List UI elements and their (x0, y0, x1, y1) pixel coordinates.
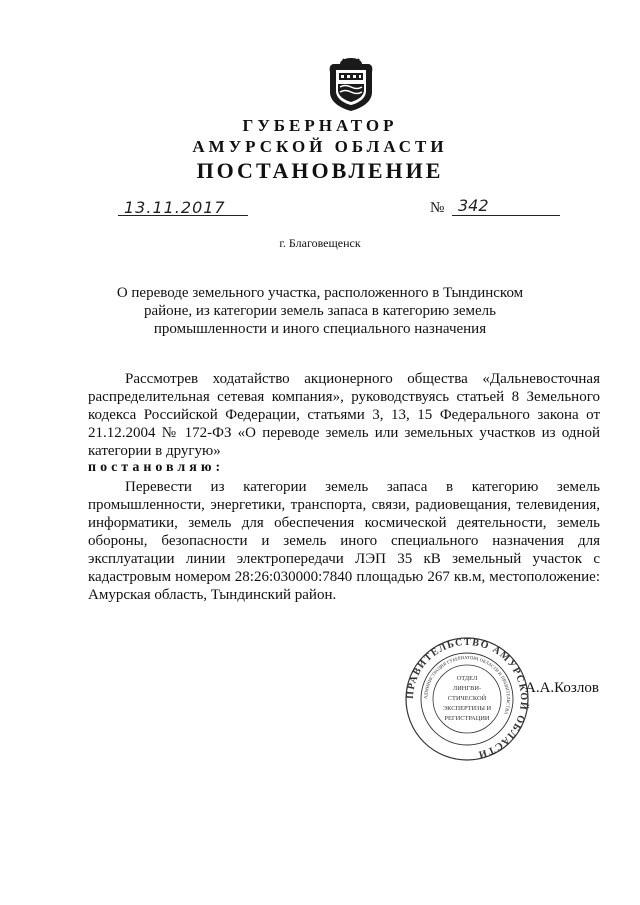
seal-center-line-5: РЕГИСТРАЦИИ (444, 715, 490, 722)
body-paragraph-2: Перевести из категории земель запаса в категорию земель промышленности, энергетики, транспорта, связи, радиовещания, телевидения, информатики, земель для обеспечения космической деятельности, земель обороны, безопасности и земель иного специального назначения для эксплуатации линии электропередачи ЛЭП 35 кВ земельный участок с кадастровым номером 28:26:030000:7840 площадью 267 кв.м, местоположение: Амурская область, Тындинский район. (88, 479, 600, 603)
body-paragraph-1: Рассмотрев ходатайство акционерного общества «Дальневосточная распределительная сетевая компания», руководствуясь статьей 8 Земельного кодекса Российской Федерации, статьями 3, 13, 15 Федерального закона от 21.12.2004 № 172-ФЗ «О переводе земель или земельных участков из одной категории в другую» (88, 371, 600, 459)
number-label: № (430, 200, 445, 216)
number-underline (452, 215, 560, 216)
city-line: г. Благовещенск (279, 236, 361, 250)
document-subject: О переводе земельного участка, расположенного в Тындинском районе, из категории земель запаса в категорию земель промышленности и иного специального назначения (116, 285, 524, 337)
signatory-name: А.А.Козлов (525, 680, 599, 696)
header-region: АМУРСКОЙ ОБЛАСТИ (192, 137, 448, 156)
handwritten-number: 342 (458, 196, 489, 215)
seal-center-line-2: ЛИНГВИ- (452, 685, 482, 692)
header-governor: ГУБЕРНАТОР (242, 116, 398, 135)
seal-center-line-1: ОТДЕЛ (456, 675, 478, 682)
seal-center-line-3: СТИЧЕСКОЙ (447, 695, 487, 702)
seal-center-line-4: ЭКСПЕРТИЗЫ И (442, 705, 492, 712)
official-seal-stamp (404, 636, 530, 762)
decree-word: постановляю: (88, 460, 225, 475)
seal-outer-text: ПРАВИТЕЛЬСТВО АМУРСКОЙ ОБЛАСТИ (404, 636, 530, 760)
coat-of-arms-emblem (328, 56, 374, 112)
document-type-title: ПОСТАНОВЛЕНИЕ (196, 158, 444, 183)
seal-inner-ring-text: АДМИНИСТРАЦИЯ ГУБЕРНАТОРА ОБЛАСТИ И ПРАВИТЕЛЬСТВА (422, 654, 512, 716)
handwritten-date: 13.11.2017 (124, 198, 226, 217)
